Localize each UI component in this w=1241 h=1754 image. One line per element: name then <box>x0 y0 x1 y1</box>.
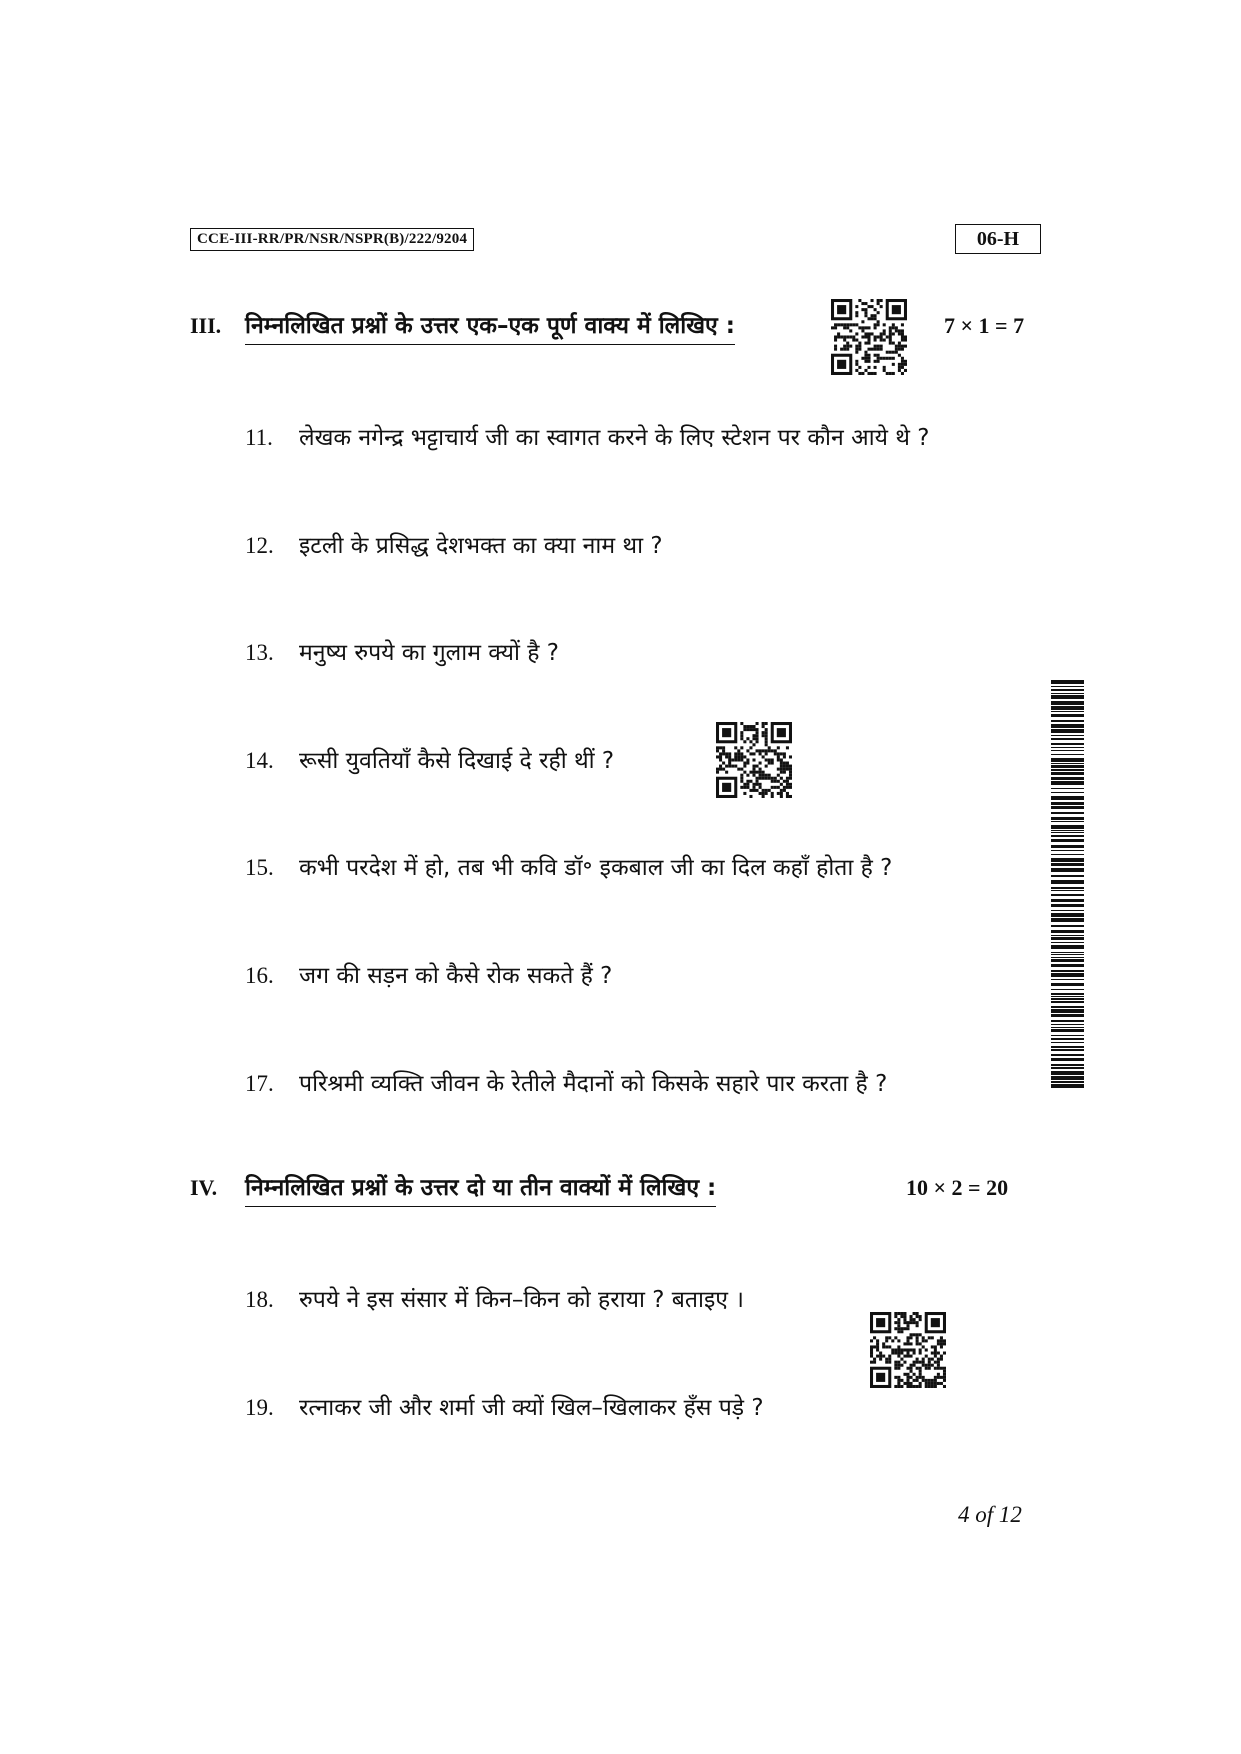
question-14 <box>245 743 614 775</box>
question-text: कभी परदेश में हो, तब भी कवि डॉ॰ इकबाल जी का दिल कहाँ होता है ? <box>299 855 893 881</box>
qr-code-icon <box>831 299 907 375</box>
question-text: लेखक नगेन्द्र भट्टाचार्य जी का स्वागत करने के लिए स्टेशन पर कौन आये थे ? <box>299 425 930 451</box>
question-number: 15. <box>245 855 274 880</box>
section-3-number: III. <box>190 313 222 338</box>
section-4-instruction: निम्नलिखित प्रश्नों के उत्तर दो या तीन वाक्यों में लिखिए : <box>245 1170 716 1207</box>
question-13 <box>245 635 559 667</box>
question-text: मनुष्य रुपये का गुलाम क्यों है ? <box>299 640 559 666</box>
question-19 <box>245 1390 764 1422</box>
question-15 <box>245 850 892 882</box>
question-text: रूसी युवतियाँ कैसे दिखाई दे रही थीं ? <box>299 748 615 774</box>
question-text: रत्नाकर जी और शर्मा जी क्यों खिल–खिलाकर हँस पड़े ? <box>299 1395 764 1421</box>
question-number: 19. <box>245 1395 274 1420</box>
section-4-number: IV. <box>190 1175 218 1200</box>
question-12 <box>245 528 663 560</box>
question-16 <box>245 958 612 990</box>
question-number: 18. <box>245 1287 274 1312</box>
question-number: 14. <box>245 748 274 773</box>
section-3-marks: 7 × 1 = 7 <box>944 313 1025 338</box>
question-number: 12. <box>245 533 274 558</box>
question-text: इटली के प्रसिद्ध देशभक्त का क्या नाम था ? <box>299 533 663 559</box>
qr-code-icon <box>870 1312 946 1388</box>
question-text: जग की सड़न को कैसे रोक सकते हैं ? <box>299 963 613 989</box>
section-3-instruction: निम्नलिखित प्रश्नों के उत्तर एक–एक पूर्ण वाक्य में लिखिए : <box>245 308 735 345</box>
question-11 <box>245 420 929 452</box>
page-number: 4 of 12 <box>958 1502 1022 1527</box>
question-number: 13. <box>245 640 274 665</box>
question-17 <box>245 1066 887 1098</box>
question-text: रुपये ने इस संसार में किन–किन को हराया ? बताइए । <box>299 1287 744 1313</box>
set-code: 06-H <box>955 224 1041 254</box>
section-4-marks: 10 × 2 = 20 <box>906 1175 1009 1200</box>
qr-code-icon <box>716 722 792 798</box>
barcode-icon <box>1051 680 1084 1090</box>
question-number: 16. <box>245 963 274 988</box>
question-number: 11. <box>245 425 273 450</box>
question-text: परिश्रमी व्यक्ति जीवन के रेतीले मैदानों को किसके सहारे पार करता है ? <box>299 1071 888 1097</box>
question-number: 17. <box>245 1071 274 1096</box>
paper-code: CCE-III-RR/PR/NSR/NSPR(B)/222/9204 <box>190 228 474 251</box>
question-18 <box>245 1282 744 1314</box>
